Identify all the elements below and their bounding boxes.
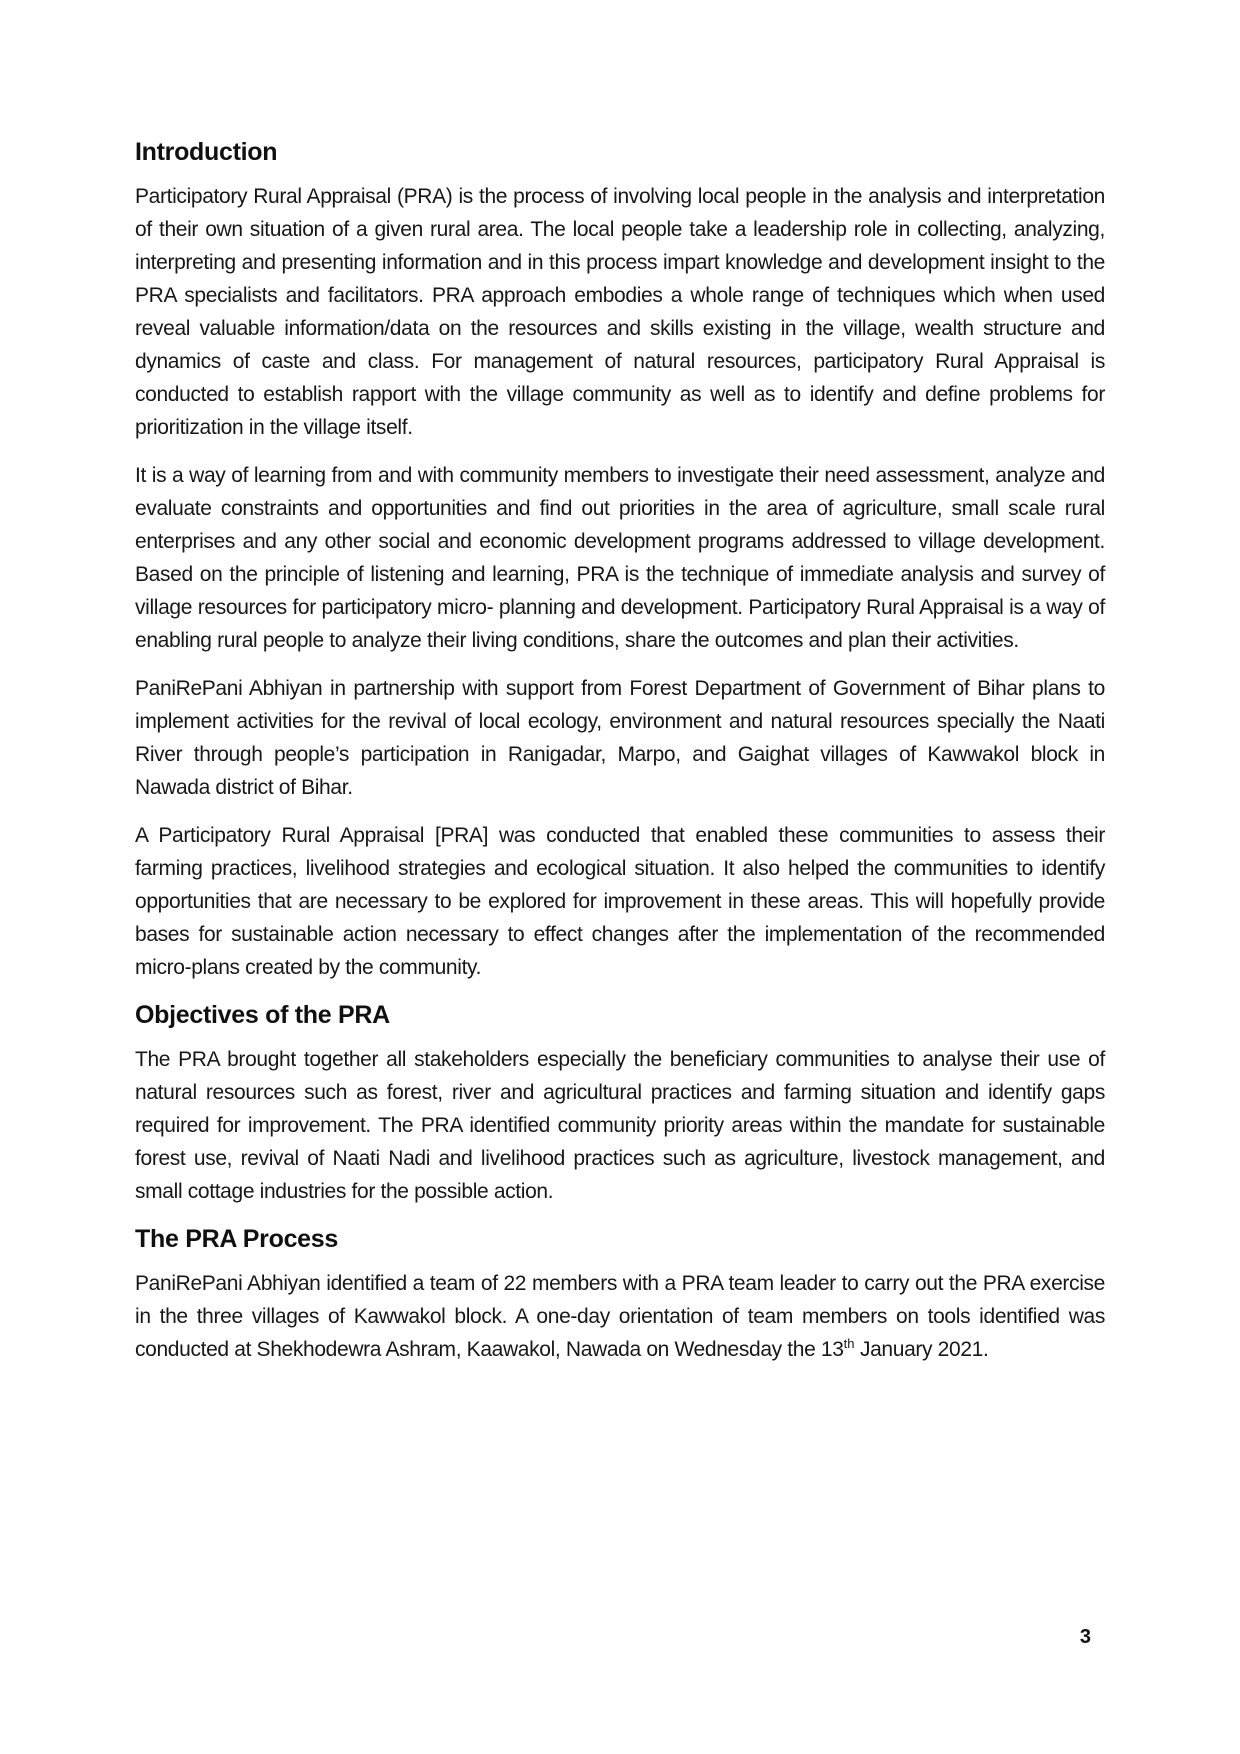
- pra-process-text-after-date: January 2021.: [854, 1338, 989, 1361]
- paragraph-pra-process: [135, 1267, 1105, 1366]
- paragraph-learning-approach: It is a way of learning from and with community members to investigate their need assessment, analyze and evaluate constraints and opportunities and find out priorities in the area of agriculture, small scale rural enterprises and any other social and economic development programs addressed to village development. Based on the principle of listening and learning, PRA is the technique of immediate analysis and survey of village resources for participatory micro- planning and development. Participatory Rural Appraisal is a way of enabling rural people to analyze their living conditions, share the outcomes and plan their activities.: [135, 464, 1105, 652]
- paragraph-pra-definition: Participatory Rural Appraisal (PRA) is the process of involving local people in the analysis and interpretation of their own situation of a given rural area. The local people take a leadership role in collecting, analyzing, interpreting and presenting information and in this process impart knowledge and development insight to the PRA specialists and facilitators. PRA approach embodies a whole range of techniques which when used reveal valuable information/data on the resources and skills existing in the village, wealth structure and dynamics of caste and class. For management of natural resources, participatory Rural Appraisal is conducted to establish rapport with the village community as well as to identify and define problems for prioritization in the village itself.: [135, 185, 1105, 439]
- date-ordinal-superscript: th: [843, 1336, 855, 1351]
- pra-process-text-before-date: PaniRePani Abhiyan identified a team of 22 members with a PRA team leader to carry out the PRA exercise in the three villages of Kawwakol block. A one-day orientation of team members on tools identified was conducted at Shekhodewra Ashram, Kaawakol, Nawada on Wednesday the 13: [135, 1272, 1105, 1361]
- section-heading-objectives: Objectives of the PRA: [135, 1001, 390, 1029]
- section-heading-pra-process: The PRA Process: [135, 1225, 338, 1253]
- section-introduction: [135, 136, 1105, 984]
- paragraph-panirepani-partnership: PaniRePani Abhiyan in partnership with support from Forest Department of Government of Bihar plans to implement activities for the revival of local ecology, environment and natural resources specially the Naati River through people’s participation in Ranigadar, Marpo, and Gaighat villages of Kawwakol block in Nawada district of Bihar.: [135, 677, 1105, 799]
- paragraph-pra-conducted: A Participatory Rural Appraisal [PRA] was conducted that enabled these communities to assess their farming practices, livelihood strategies and ecological situation. It also helped the communities to identify opportunities that are necessary to be explored for improvement in these areas. This will hopefully provide bases for sustainable action necessary to effect changes after the implementation of the recommended micro-plans created by the community.: [135, 824, 1105, 979]
- paragraph-objectives: The PRA brought together all stakeholders especially the beneficiary communities to analyse their use of natural resources such as forest, river and agricultural practices and farming situation and identify gaps required for improvement. The PRA identified community priority areas within the mandate for sustainable forest use, revival of Naati Nadi and livelihood practices such as agriculture, livestock management, and small cottage industries for the possible action.: [135, 1048, 1105, 1203]
- section-heading-introduction: Introduction: [135, 138, 278, 166]
- page-footer: [1080, 1626, 1091, 1649]
- section-objectives: [135, 999, 1105, 1208]
- section-pra-process: [135, 1223, 1105, 1366]
- page-number: 3: [1079, 1626, 1091, 1648]
